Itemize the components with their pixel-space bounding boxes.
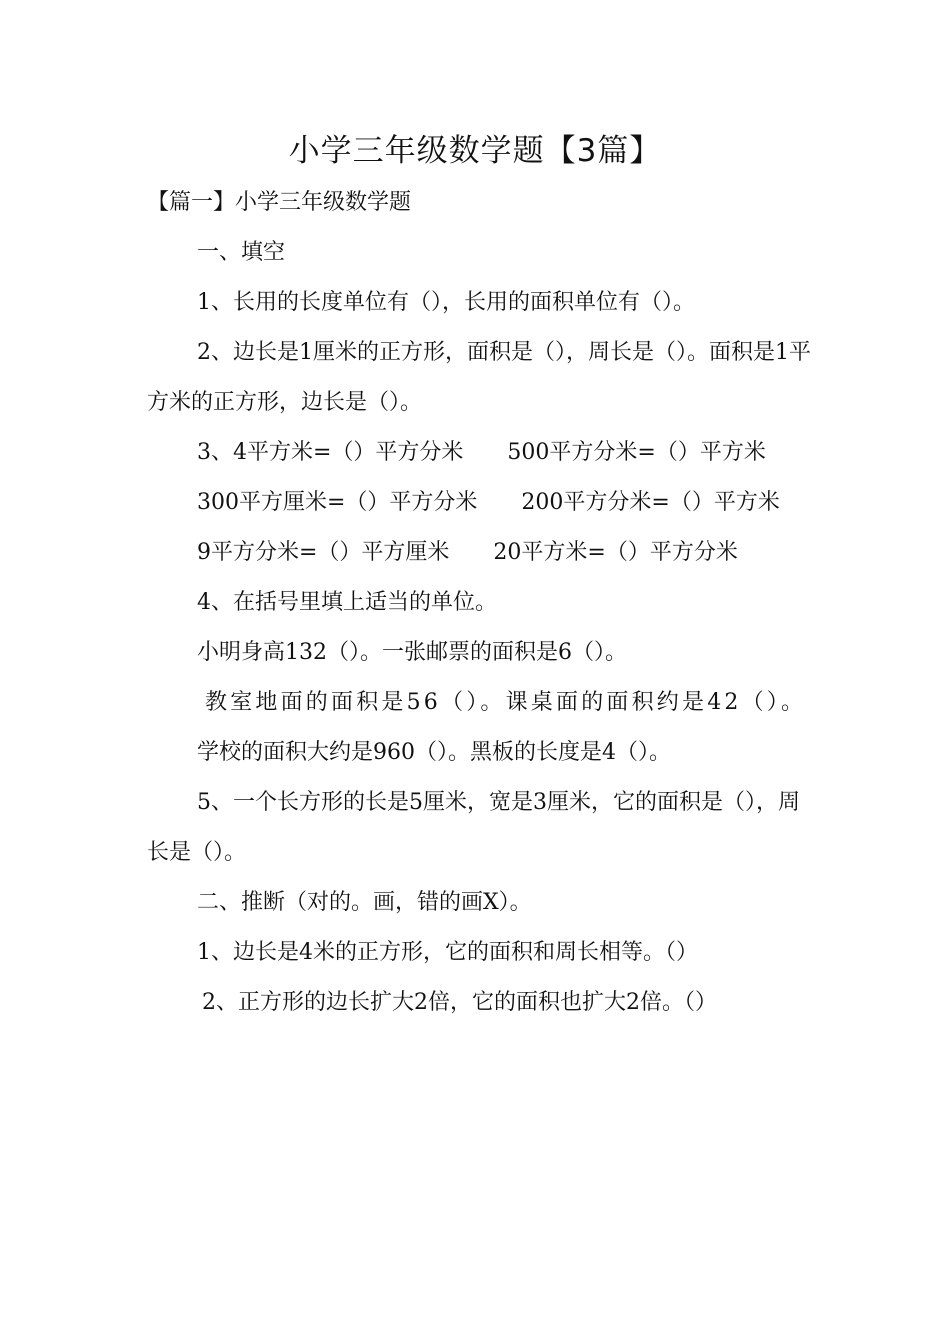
- part1-heading: 一、填空: [197, 240, 286, 265]
- judgement-1: 1、边长是4米的正方形，它的面积和周长相等。（）: [197, 940, 698, 965]
- part2-heading: 二、推断（对的。画，错的画X）。: [197, 890, 532, 915]
- question-5: 5、一个长方形的长是5厘米，宽是3厘米，它的面积是（），周长是（）。: [147, 790, 800, 865]
- document-title: 小学三年级数学题【3篇】: [288, 133, 662, 169]
- section-heading: 【篇一】小学三年级数学题: [147, 190, 412, 215]
- question-3-line-2: 300平方厘米=（）平方分米 200平方分米=（）平方米: [197, 490, 780, 515]
- question-2: 2、边长是1厘米的正方形，面积是（），周长是（）。面积是1平方米的正方形，边长是（）。: [147, 340, 811, 415]
- question-4: 4、在括号里填上适当的单位。: [197, 590, 497, 615]
- question-3-line-1: 3、4平方米=（）平方分米 500平方分米=（）平方米: [197, 440, 766, 465]
- judgement-2: 2、正方形的边长扩大2倍，它的面积也扩大2倍。（）: [202, 990, 717, 1015]
- document-body: [147, 178, 812, 1028]
- question-4-line-3: 学校的面积大约是960（）。黑板的长度是4（）。: [197, 740, 671, 765]
- question-1: 1、长用的长度单位有（），长用的面积单位有（）。: [197, 290, 695, 315]
- question-4-line-1: 小明身高132（）。一张邮票的面积是6（）。: [197, 640, 627, 665]
- question-3-line-3: 9平方分米=（）平方厘米 20平方米=（）平方分米: [197, 540, 738, 565]
- question-4-line-2: 教室地面的面积是56（）。课桌面的面积约是42（）。: [205, 690, 807, 715]
